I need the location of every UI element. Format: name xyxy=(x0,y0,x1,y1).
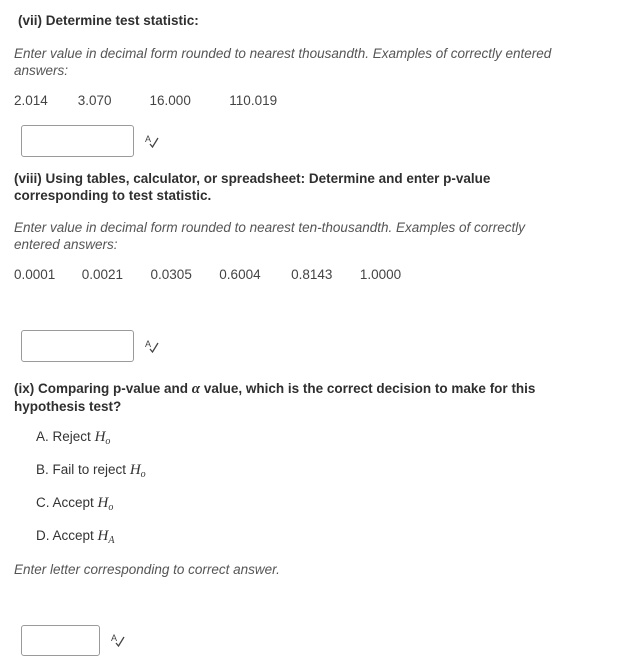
alpha-symbol: α xyxy=(191,381,201,397)
q9-heading xyxy=(14,380,574,415)
q9-heading-pre: (ix) Comparing p-value and xyxy=(14,381,192,396)
svg-text:A: A xyxy=(145,134,152,144)
q9-answer-input[interactable] xyxy=(21,625,100,656)
q7-example: 3.070 xyxy=(77,93,112,108)
choice-c: C. Accept $H_o$ xyxy=(36,495,114,513)
spellcheck-icon[interactable] xyxy=(111,633,125,647)
choice-d: D. Accept $H_A$ xyxy=(36,528,115,546)
q8-example: 0.0305 xyxy=(150,267,192,282)
svg-text:A: A xyxy=(111,633,118,643)
q8-example: 0.6004 xyxy=(219,267,261,282)
q7-examples xyxy=(14,93,277,108)
q7-heading: (vii) Determine test statistic: xyxy=(18,13,199,28)
q8-example: 0.8143 xyxy=(291,267,333,282)
q7-answer-input[interactable] xyxy=(21,125,134,157)
q8-example: 1.0000 xyxy=(359,267,402,282)
choice-b: B. Fail to reject $H_o$ xyxy=(36,462,146,480)
q8-heading: (viii) Using tables, calculator, or spreadsheet: Determine and enter p-value corresponding to test statistic. xyxy=(14,171,491,203)
spellcheck-icon[interactable] xyxy=(145,339,159,353)
choice-a: A. Reject $H_o$ xyxy=(36,429,111,447)
spellcheck-icon[interactable] xyxy=(145,134,159,148)
svg-text:A: A xyxy=(145,339,152,349)
q9-instruction: Enter letter corresponding to correct answer. xyxy=(14,562,280,577)
q8-answer-input[interactable] xyxy=(21,330,134,362)
q8-example: 0.0001 xyxy=(14,267,56,282)
q9-heading-post: value, which is the correct decision to make for this hypothesis test? xyxy=(14,381,536,414)
q8-instruction: Enter value in decimal form rounded to nearest ten-thousandth. Examples of correctly entered answers: xyxy=(14,220,526,252)
q7-instruction: Enter value in decimal form rounded to nearest thousandth. Examples of correctly entered answers: xyxy=(14,46,552,78)
q7-example: 16.000 xyxy=(149,93,191,108)
q7-example: 110.019 xyxy=(229,93,278,108)
q8-example: 0.0021 xyxy=(81,267,124,282)
q7-example: 2.014 xyxy=(14,93,48,108)
q8-examples xyxy=(14,267,401,282)
